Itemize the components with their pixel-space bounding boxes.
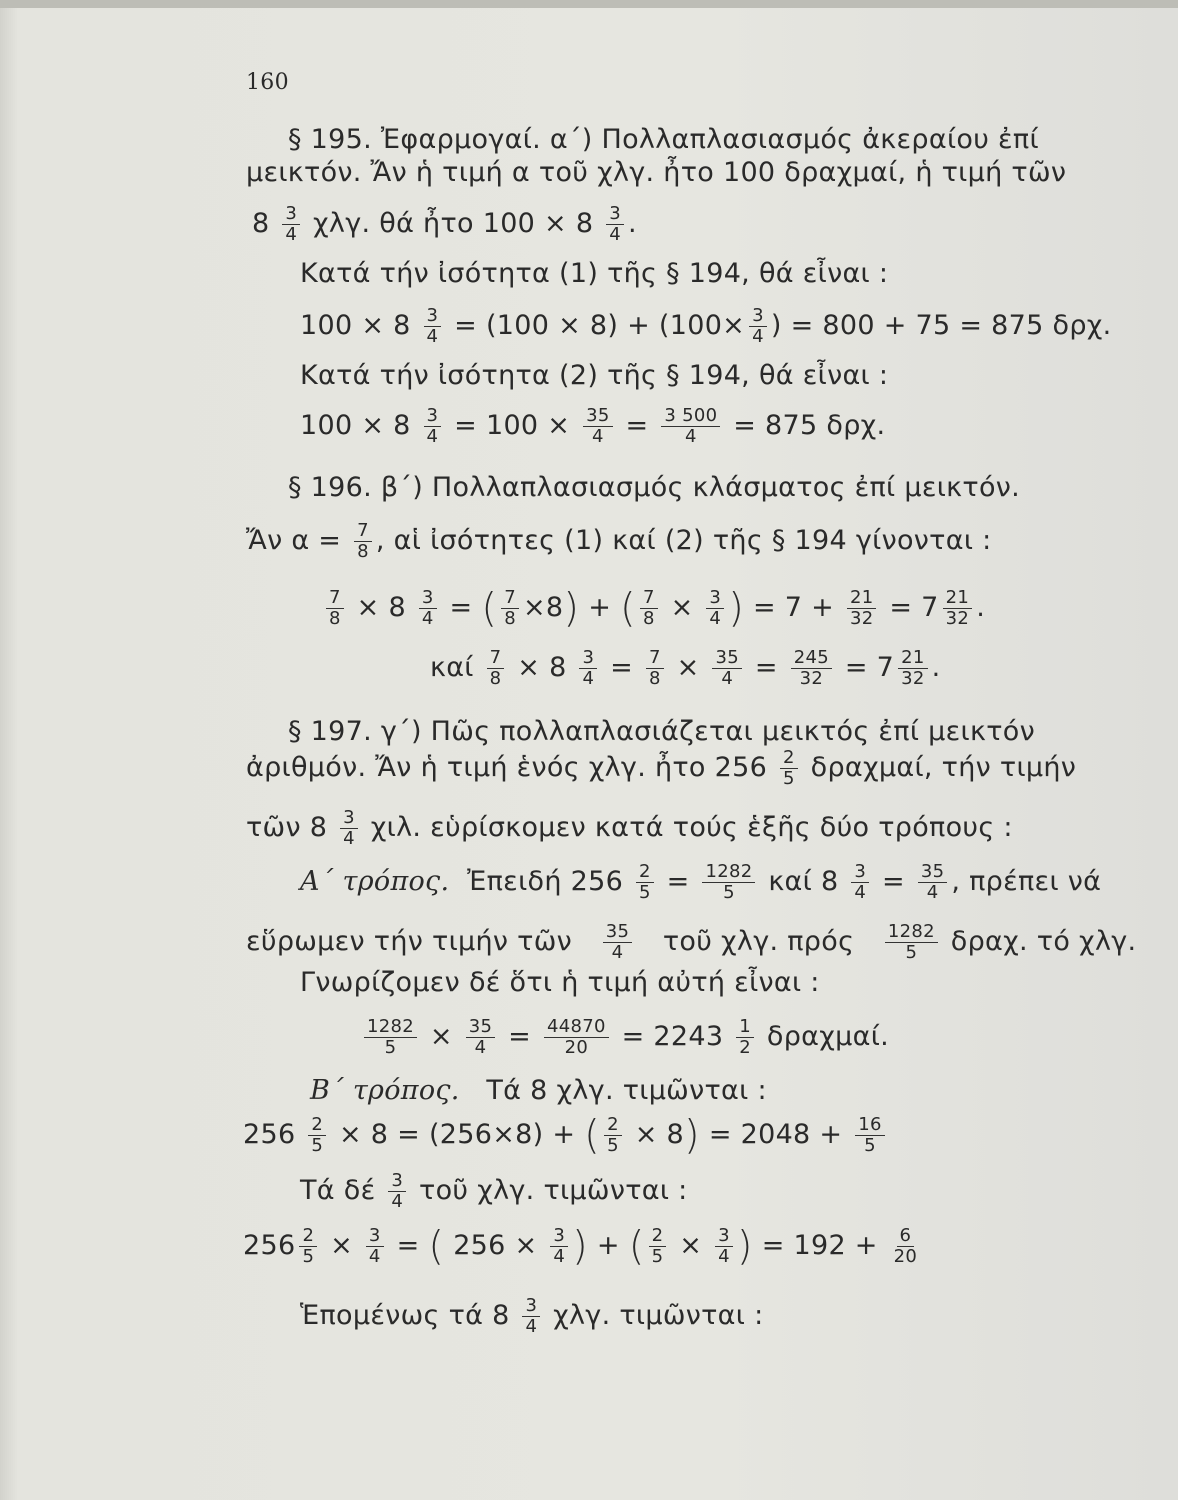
fraction: $\frac{35}{4}$ <box>603 922 633 963</box>
fraction: $\frac{7}{8}$ <box>646 648 664 689</box>
fraction: $\frac{3}{4}$ <box>579 648 597 689</box>
fraction: $\frac{21}{32}$ <box>898 648 928 689</box>
fraction: $\frac{3}{4}$ <box>706 588 724 629</box>
equation-line: $\frac{7}{8}$ × 8 $\frac{3}{4}$ = ( $\frac{7}{8}$ ×8) + ( $\frac{7}{8}$ × $\frac{3}{4}$ ) = 7 + $\frac{21}{32}$ = 7 $\frac{21}{32}$ . <box>322 588 985 629</box>
fraction: $\frac{3}{4}$ <box>749 306 767 347</box>
fraction: $\frac{2}{5}$ <box>604 1115 622 1156</box>
equation-line: Ἄν α = $\frac{7}{8}$ , αἱ ἰσότητες (1) καί (2) τῆς § 194 γίνονται : <box>246 520 992 562</box>
fraction: $\frac{6}{20}$ <box>893 1225 918 1267</box>
fraction: $\frac{7}{8}$ <box>501 588 519 629</box>
fraction: $\frac{16}{5}$ <box>855 1115 885 1156</box>
fraction: $\frac{3}{4}$ <box>522 1296 540 1337</box>
equation-line: ἀριθμόν. Ἄν ἡ τιμή ἑνός χλγ. ἦτο 256 $\frac{2}{5}$ δραχμαί, τήν τιμήν <box>246 747 1077 789</box>
equation-line: 256 $\frac{2}{5}$ × $\frac{3}{4}$ = ( 256 × $\frac{3}{4}$ ) + ( $\frac{2}{5}$ × $\frac{3}{4}$ ) = 192 + $\frac{6}{20}$ <box>243 1226 924 1267</box>
fraction: $\frac{21}{32}$ <box>943 588 973 629</box>
text-line: μεικτόν. Ἄν ἡ τιμή α τοῦ χλγ. ἦτο 100 δραχμαί, ἡ τιμή τῶν <box>246 157 1067 188</box>
fraction: $\frac{1282}{5}$ <box>364 1017 417 1058</box>
fraction: $\frac{1282}{5}$ <box>702 862 755 903</box>
fraction: $\frac{21}{32}$ <box>847 588 877 629</box>
fraction: $\frac{3}{4}$ <box>424 406 442 447</box>
equation-line: Τά δέ $\frac{3}{4}$ τοῦ χλγ. τιμῶνται : <box>300 1170 688 1212</box>
fraction: $\frac{2}{5}$ <box>308 1115 326 1156</box>
fraction: $\frac{3}{4}$ <box>282 204 300 245</box>
fraction: $\frac{3}{4}$ <box>550 1226 568 1267</box>
fraction: $\frac{2}{5}$ <box>780 748 798 789</box>
fraction: $\frac{2}{5}$ <box>649 1226 667 1267</box>
fraction: $\frac{7}{8}$ <box>640 588 658 629</box>
fraction: $\frac{3}{4}$ <box>340 808 358 849</box>
section-197-heading: § 197. γ΄) Πῶς πολλαπλασιάζεται μεικτός ἐπί μεικτόν <box>288 716 1035 747</box>
equation-line: εὕρωμεν τήν τιμήν τῶν $\frac{35}{4}$ τοῦ χλγ. πρός $\frac{1282}{5}$ δραχ. τό χλγ. <box>246 921 1137 963</box>
section-196-heading: § 196. β΄) Πολλαπλασιασμός κλάσματος ἐπί μεικτόν. <box>288 472 1021 503</box>
fraction: $\frac{7}{8}$ <box>326 588 344 629</box>
fraction: $\frac{3}{4}$ <box>606 204 624 245</box>
fraction: $\frac{3}{4}$ <box>388 1171 406 1212</box>
equation-line: 8 $\frac{3}{4}$ χλγ. θά ἦτο 100 × 8 $\frac{3}{4}$ . <box>252 203 637 245</box>
fraction: $\frac{35}{4}$ <box>466 1017 496 1058</box>
fraction: $\frac{3}{4}$ <box>419 588 437 629</box>
section-195-heading: § 195. Ἐφαρμογαί. α΄) Πολλαπλασιασμός ἀκεραίου ἐπί <box>288 124 1039 155</box>
fraction: $\frac{44870}{20}$ <box>544 1017 609 1058</box>
equation-line: τῶν 8 $\frac{3}{4}$ χιλ. εὑρίσκομεν κατά τούς ἑξῆς δύο τρόπους : <box>246 807 1013 849</box>
fraction: $\frac{3}{4}$ <box>851 862 869 903</box>
fraction: $\frac{1}{2}$ <box>736 1017 754 1058</box>
equation-line: Β΄ τρόπος. Τά 8 χλγ. τιμῶνται : <box>310 1075 767 1106</box>
fraction: $\frac{35}{4}$ <box>712 648 742 689</box>
page-number: 160 <box>246 70 289 95</box>
fraction: $\frac{3 500}{4}$ <box>661 406 720 447</box>
fraction: $\frac{3}{4}$ <box>424 306 442 347</box>
text-line: Γνωρίζομεν δέ ὅτι ἡ τιμή αὐτή εἶναι : <box>300 967 820 998</box>
equation-line: 100 × 8 $\frac{3}{4}$ = (100 × 8) + (100× $\frac{3}{4}$ ) = 800 + 75 = 875 δρχ. <box>300 305 1112 347</box>
fraction: $\frac{7}{8}$ <box>354 521 372 562</box>
page-top-edge <box>0 0 1178 8</box>
text-line: Κατά τήν ἰσότητα (1) τῆς § 194, θά εἶναι : <box>300 258 889 289</box>
fraction: $\frac{3}{4}$ <box>715 1226 733 1267</box>
equation-line: 256 $\frac{2}{5}$ × 8 = (256×8) + ( $\frac{2}{5}$ × 8) = 2048 + $\frac{16}{5}$ <box>243 1115 889 1156</box>
text-line: Κατά τήν ἰσότητα (2) τῆς § 194, θά εἶναι : <box>300 360 889 391</box>
fraction: $\frac{2}{5}$ <box>636 862 654 903</box>
equation-line: Α΄ τρόπος. Ἐπειδή 256 $\frac{2}{5}$ = $\frac{1282}{5}$ καί 8 $\frac{3}{4}$ = $\frac{35}{4}$ , πρέπει νά <box>300 861 1102 903</box>
fraction: $\frac{3}{4}$ <box>366 1226 384 1267</box>
equation-line: $\frac{1282}{5}$ × $\frac{35}{4}$ = $\frac{44870}{20}$ = 2243 $\frac{1}{2}$ δραχμαί. <box>360 1017 889 1058</box>
fraction: $\frac{1282}{5}$ <box>885 922 938 963</box>
fraction: $\frac{2}{5}$ <box>299 1226 317 1267</box>
equation-line: Ἑπομένως τά 8 $\frac{3}{4}$ χλγ. τιμῶνται : <box>300 1295 764 1337</box>
equation-line: 100 × 8 $\frac{3}{4}$ = 100 × $\frac{35}{4}$ = $\frac{3 500}{4}$ = 875 δρχ. <box>300 405 886 447</box>
equation-line: καί $\frac{7}{8}$ × 8 $\frac{3}{4}$ = $\frac{7}{8}$ × $\frac{35}{4}$ = $\frac{245}{32}$ = 7 $\frac{21}{32}$ . <box>430 647 941 689</box>
fraction: $\frac{245}{32}$ <box>791 648 832 689</box>
fraction: $\frac{35}{4}$ <box>583 406 613 447</box>
fraction: $\frac{35}{4}$ <box>918 862 948 903</box>
fraction: $\frac{7}{8}$ <box>487 648 505 689</box>
